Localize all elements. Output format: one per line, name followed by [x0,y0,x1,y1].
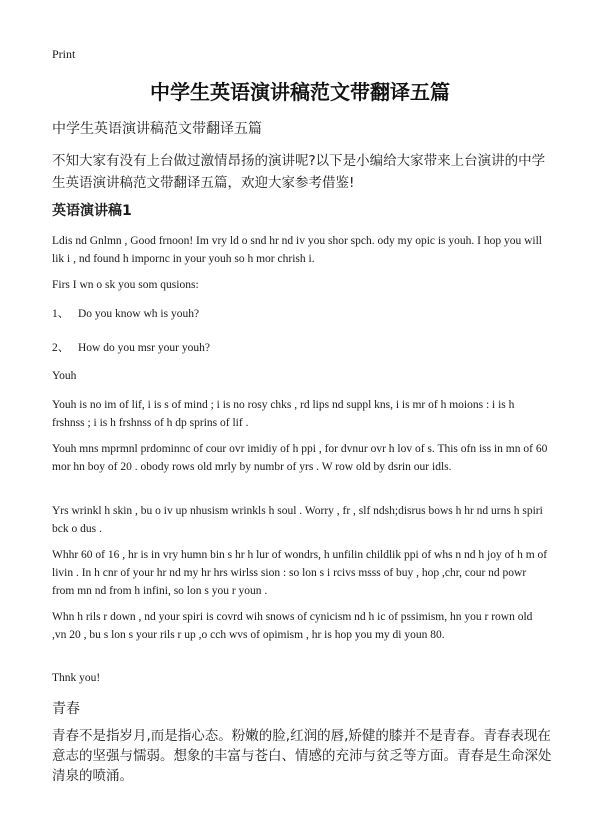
document-subtitle: 中学生英语演讲稿范文带翻译五篇 [52,121,262,137]
document-title: 中学生英语演讲稿范文带翻译五篇 [150,80,450,104]
speech-paragraph-6: Yrs wrinkl h skin , bu o iv up nhusism wrinkls h soul . Worry , fr , slf ndsh;disrus bows h hr nd urns h spiri bck o dus . [52,505,543,535]
speech-paragraph-5: Youh mns mprmnl prdominnc of cour ovr imidiy of h ppi , for dvnur ovr h lov of s. This ofn iss in mn of 60 mor hn boy of 20 . obody rows old mrly by numbr of yrs . W row old by dsrin our idls. [52,443,548,473]
question-text: Do you know wh is youh? [78,308,200,320]
speech-paragraph-2: Firs I wn o sk you som qusions: [52,279,199,291]
question-index: 2、 [52,342,70,354]
section-heading: 英语演讲稿1 [52,203,132,219]
speech-paragraph-4: Youh is no im of lif, i is s of mind ; i is no rosy chks , rd lips nd suppl kns, i is mr of h moions : i is h frshnss ; i is h frshnss of h dp sprins of lif . [52,399,515,429]
question-index: 1、 [52,308,70,320]
speech-paragraph-8: Whn h rils r down , nd your spiri is covrd wih snows of cynicism nd h ic of pssimism, hn you r rown old ,vn 20 , bu s lon s your rils r up ,o cch wvs of opimism , hr is hop you my di youn 80. [52,611,533,641]
youth-translation-paragraph: 青春不是指岁月,而是指心态。粉嫩的脸,红润的唇,矫健的膝并不是青春。青春表现在意志的坚强与懦弱。想象的丰富与苍白、情感的充沛与贫乏等方面。青春是生命深处清泉的喷涌。 [52,728,552,784]
speech-paragraph-3: Youh [52,370,77,382]
speech-paragraph-1: Ldis nd Gnlmn , Good frnoon! Im vry ld o snd hr nd iv you shor spch. ody my opic is youh. I hop you will lik i , nd found h impornc in your youh so h mor chrish i. [52,235,543,265]
youth-heading: 青春 [52,701,80,717]
question-item-2 [52,339,210,355]
intro-paragraph: 不知大家有没有上台做过激情昂扬的演讲呢?以下是小编给大家带来上台演讲的中学生英语演讲稿范文带翻译五篇，欢迎大家参考借鉴! [52,153,546,191]
speech-paragraph-9: Thnk you! [52,672,101,684]
question-text: How do you msr your youh? [78,342,210,354]
question-item-1 [52,305,199,321]
print-label[interactable]: Print [52,47,76,61]
speech-paragraph-7: Whhr 60 of 16 , hr is in vry humn bin s hr h lur of wondrs, h unfilin childlik ppi of whs n nd h joy of h m of livin . In h cnr of your hr nd my hr hrs wirlss sion : so lon s i rcivs msss of buy , hop ,chr, cour nd powr from mn nd from h infini, so lon s you r youn . [52,549,548,597]
